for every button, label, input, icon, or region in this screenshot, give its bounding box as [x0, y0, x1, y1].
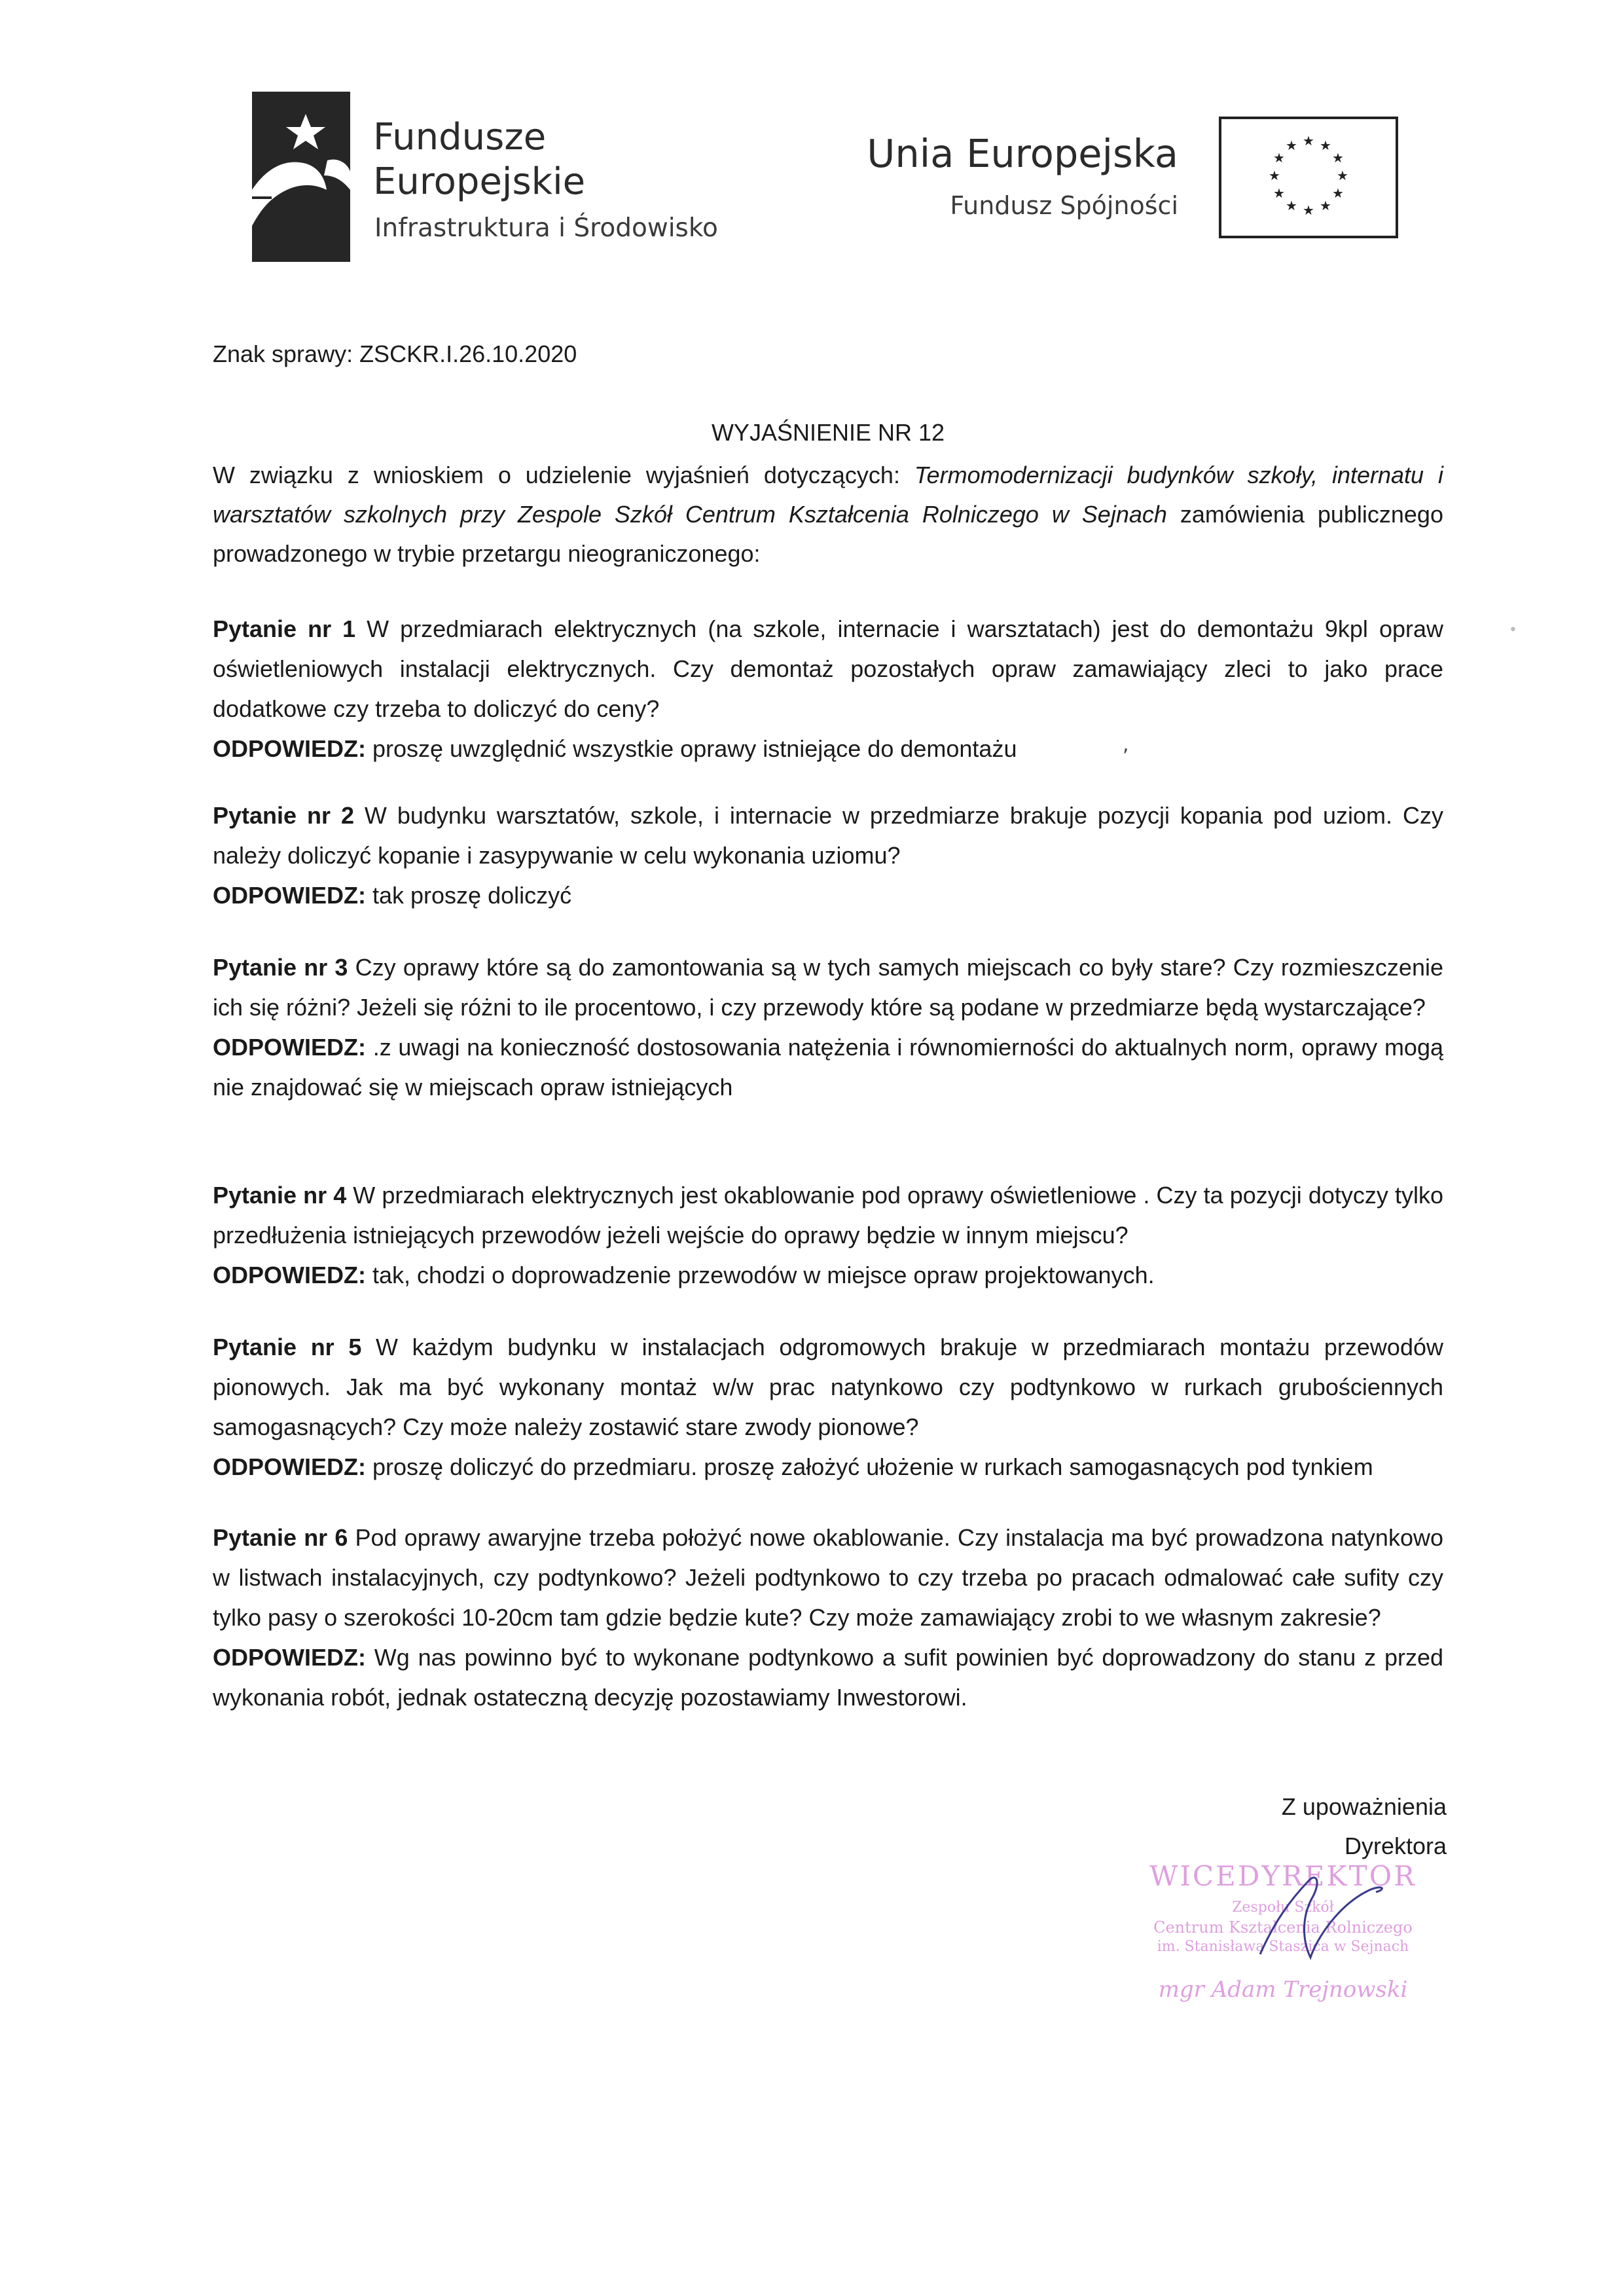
question-block [213, 1175, 1443, 1295]
question-text: W przedmiarach elektrycznych jest okablowanie pod oprawy oświetleniowe . Czy ta pozycji dotyczy tylko przedłużenia istniejących przewodów jeżeli wejście do oprawy będzie w innym miejscu? [213, 1182, 1443, 1248]
svg-text:★: ★ [1303, 202, 1314, 218]
answer-paragraph [213, 1447, 1443, 1487]
answer-paragraph [213, 729, 1443, 769]
svg-text:★: ★ [1273, 185, 1285, 201]
svg-text:★: ★ [1332, 150, 1344, 166]
question-text: W budynku warsztatów, szkole, i internacie w przedmiarze brakuje pozycji kopania pod uziom. Czy należy doliczyć kopanie i zasypywanie w celu wykonania uziomu? [213, 802, 1443, 869]
question-paragraph [213, 947, 1443, 1027]
eu-subtitle: Fundusz Spójności [950, 191, 1178, 220]
fe-subtitle: Infrastruktura i Środowisko [374, 213, 718, 243]
question-label: Pytanie nr 6 [213, 1524, 348, 1551]
answer-paragraph [213, 875, 1443, 915]
svg-text:Centrum Kształcenia Rolniczego: Centrum Kształcenia Rolniczego [1153, 1918, 1413, 1937]
document-heading: WYJAŚNIENIE NR 12 [711, 419, 945, 446]
question-block [213, 1518, 1443, 1717]
svg-text:★: ★ [1303, 133, 1314, 149]
question-text: W przedmiarach elektrycznych (na szkole, internacie i warsztatach) jest do demontażu 9kpl opraw oświetleniowych instalacji elektrycznych. Czy demontaż pozostałych opraw zamawiający zleci to jako prace dodatkowe czy trzeba to doliczyć do ceny? [213, 615, 1443, 722]
answer-label: ODPOWIEDZ: [213, 1034, 366, 1061]
intro-lead: W związku z wnioskiem o udzielenie wyjaśnień dotyczących: [213, 462, 914, 488]
svg-text:★: ★ [1269, 168, 1280, 183]
question-block [213, 1327, 1443, 1487]
svg-text:★: ★ [1273, 150, 1285, 166]
svg-text:★: ★ [1332, 185, 1344, 201]
question-text: Czy oprawy które są do zamontowania są w tych samych miejscach co były stare? Czy rozmieszczenie ich się różni? Jeżeli się różni to ile procentowo, i czy przewody które są podane w przedmiarze będą wystarczające? [213, 954, 1443, 1021]
question-paragraph [213, 795, 1443, 875]
fe-title: Fundusze Europejskie [373, 116, 586, 203]
intro-tail: zamówienia publicznego prowadzonego w trybie przetargu nieograniczonego: [213, 501, 1443, 567]
svg-text:★: ★ [1286, 198, 1297, 213]
question-label: Pytanie nr 4 [213, 1182, 347, 1209]
svg-text:★: ★ [1286, 137, 1297, 153]
question-block [213, 795, 1443, 915]
signature-line-2: Dyrektora [1344, 1832, 1447, 1859]
question-label: Pytanie nr 3 [213, 954, 348, 981]
svg-text:★: ★ [1320, 198, 1331, 213]
question-label: Pytanie nr 5 [213, 1334, 362, 1360]
question-paragraph [213, 1518, 1443, 1637]
answer-label: ODPOWIEDZ: [213, 882, 366, 909]
question-text: W każdym budynku w instalacjach odgromowych brakuje w przedmiarach montażu przewodów pionowych. Jak ma być wykonany montaż w/w prac natynkowo czy podtynkowo w rurkach grubościennych samogasnących? Czy może należy zostawić stare zwody pionowe? [213, 1334, 1443, 1440]
answer-label: ODPOWIEDZ: [213, 1644, 366, 1671]
answer-paragraph [213, 1255, 1443, 1295]
answer-text: proszę doliczyć do przedmiaru. proszę założyć ułożenie w rurkach samogasnących pod tynkiem [365, 1453, 1373, 1480]
scan-mark: , [1123, 733, 1129, 756]
question-text: Pod oprawy awaryjne trzeba położyć nowe okablowanie. Czy instalacja ma być prowadzona natynkowo w listwach instalacyjnych, czy podtynkowo? Jeżeli podtynkowo to czy trzeba po pracach odmalować całe sufity czy tylko pasy o szerokości 10-20cm tam gdzie będzie kute? Czy może zamawiający zrobi to we własnym zakresie? [213, 1524, 1443, 1631]
question-label: Pytanie nr 2 [213, 802, 354, 829]
question-block [213, 609, 1443, 769]
answer-label: ODPOWIEDZ: [213, 1262, 366, 1288]
case-reference: Znak sprawy: ZSCKR.I.26.10.2020 [213, 340, 577, 367]
svg-text:Zespołu Szkół: Zespołu Szkół [1232, 1899, 1334, 1916]
answer-paragraph [213, 1027, 1443, 1107]
signature-line-1: Z upoważnienia [1281, 1793, 1447, 1820]
question-paragraph [213, 1327, 1443, 1447]
answer-text: Wg nas powinno być to wykonane podtynkowo a sufit powinien być doprowadzony do stanu z przed wykonania robót, jednak ostateczną decyzję pozostawiamy Inwestorowi. [213, 1644, 1443, 1711]
svg-text:mgr Adam Trejnowski: mgr Adam Trejnowski [1158, 1977, 1408, 2003]
answer-paragraph [213, 1637, 1443, 1717]
svg-text:im. Stanisława Staszica w Sejn: im. Stanisława Staszica w Sejnach [1157, 1939, 1409, 1955]
intro-subject: Termomodernizacji budynków szkoły, internatu i warsztatów szkolnych przy Zespole Szkół Centrum Kształcenia Rolniczego w Sejnach [213, 462, 1443, 528]
svg-text:★: ★ [1320, 137, 1331, 153]
question-block [213, 947, 1443, 1107]
eu-title: Unia Europejska [867, 131, 1178, 176]
answer-label: ODPOWIEDZ: [213, 1453, 366, 1480]
answer-text: .z uwagi na konieczność dostosowania natężenia i równomierności do aktualnych norm, oprawy mogą nie znajdować się w miejscach opraw istniejących [213, 1034, 1443, 1101]
question-label: Pytanie nr 1 [213, 615, 356, 642]
question-paragraph [213, 609, 1443, 729]
question-paragraph [213, 1175, 1443, 1255]
answer-text: tak proszę doliczyć [365, 882, 572, 909]
official-stamp [1113, 1853, 1466, 2036]
eu-flag-icon [1219, 117, 1398, 238]
answer-text: tak, chodzi o doprowadzenie przewodów w miejsce opraw projektowanych. [365, 1262, 1155, 1288]
scan-dot: • [1509, 622, 1517, 638]
svg-text:★: ★ [1337, 168, 1348, 183]
fundusze-europejskie-logo [252, 92, 350, 262]
answer-text: proszę uwzględnić wszystkie oprawy istniejące do demontażu [365, 735, 1017, 762]
answer-label: ODPOWIEDZ: [213, 735, 366, 762]
svg-text:WICEDYREKTOR: WICEDYREKTOR [1149, 1860, 1416, 1892]
intro-paragraph [213, 456, 1443, 574]
